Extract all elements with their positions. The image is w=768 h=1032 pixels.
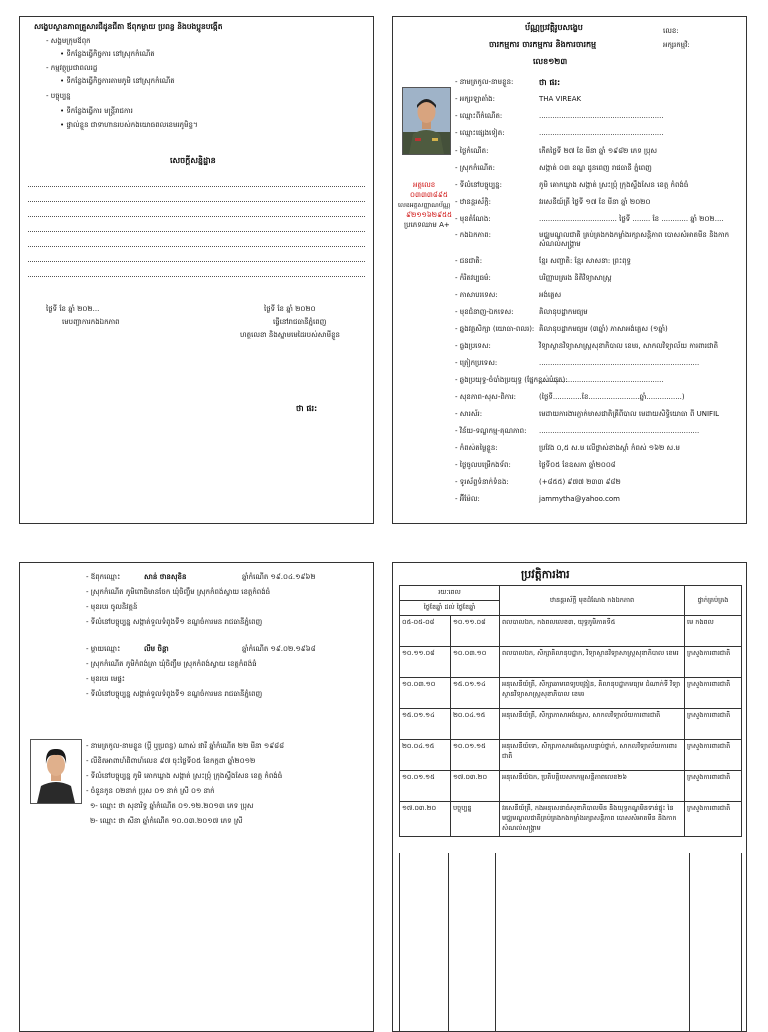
text-line: - សង្គមក្រុមឪពុក xyxy=(46,37,91,45)
date-right: ថ្ងៃទី ខែ ឆ្នាំ ២០២០ xyxy=(264,305,316,313)
text-line: • ទីកន្លែងធ្វើកិច្ចការ នៅស្រុកកំណើត xyxy=(60,50,155,58)
field-label: - សារស័រ: xyxy=(455,410,483,418)
spouse-row: - នាមត្រកូល-នាមខ្លួន (ប្តី ឬប្រពន្ធ) ណាស់ ផារី ឆ្នាំកំណើត ២២ មីនា ១៩៨៨ xyxy=(86,742,285,750)
history-position: អនុសេនីយ៍ទោ, សិក្សាភាសាអង់គ្លេសបន្ទាប់ថ្នាក់, សាកលវិទ្យាល័យការពារជាតិ xyxy=(500,740,685,771)
field-value: មជ្ឈមណ្ឌលជាតិ គ្រប់គ្រងកងកម្លាំងរក្សាសន្តិភាព បោសសំអាតមីន និងកាកសំណល់សង្គ្រាម xyxy=(539,231,730,248)
field-value: គិលានុបដ្ឋាកមធ្យម xyxy=(539,308,588,316)
header-position: ឋានន្តរស័ក្តិ មុខដំណែង កងឯកភាព xyxy=(500,586,685,616)
field-value: ខ្មែរ សញ្ជាតិ: ខ្មែរ សាសនា: ព្រះពុទ្ធ xyxy=(539,257,631,265)
blank-line xyxy=(28,186,365,187)
ref-registry: អក្សរកម្មវិ: xyxy=(663,41,690,49)
history-to: ២០.០៤.១៥ xyxy=(451,709,500,740)
table-rule xyxy=(448,853,449,1032)
field-value: ភូមិ គោកឃ្លាង សង្កាត់ ស្រះប្រុំ ក្រុងស្ទឹងសែន ខេត្ត កំពង់ធំ xyxy=(539,181,689,189)
field-value: ប្រវែង ០,៥ ស.ម លើថ្ងាស់ខាងស្តាំ កំពស់ ១៦២ ស.ម xyxy=(539,444,680,452)
blank-line xyxy=(28,276,365,277)
mother-row: - ស្រុកកំណើត ភូមិកំពង់ត្រា ឃុំចិញ្ចឹម ស្រុកកំពង់ស្វាយ ខេត្តកំពង់ធំ xyxy=(86,660,257,668)
field-label: - កងឯកភាព: xyxy=(455,231,491,239)
signature-right-line1: ធ្វើនៅរាជធានីភ្នំពេញ xyxy=(273,318,327,326)
mother-row: - មុខរបរ មេផ្ទះ xyxy=(86,675,125,683)
history-authority: ក្រសួងការពារជាតិ xyxy=(685,740,742,771)
field-label: - ឋានន្តរស័ក្តិ: xyxy=(455,198,491,206)
history-row xyxy=(400,709,742,740)
history-to: បច្ចុប្បន្ន xyxy=(451,802,500,837)
header-from-to: ថ្ងៃខែឆ្នាំ ដល់ ថ្ងៃខែឆ្នាំ xyxy=(400,601,500,616)
field-value: ................................... ថ្ងៃទី ........ ខែ ............ ឆ្នាំ ២០២.... xyxy=(539,215,724,223)
field-value: មេដាយការងារភ្ញាក់មាសជាតិគ្រីពីបាល មេដាយសិទ្ធិយោធា ពី UNIFIL xyxy=(539,410,720,418)
summary-page xyxy=(19,16,374,524)
field-value: ........................................................ xyxy=(539,376,664,384)
field-label: - ជនជាតិ: xyxy=(455,257,483,265)
work-history-page xyxy=(392,562,747,1032)
caption-blood-type: ប្រភេទឈាម A+ xyxy=(404,221,450,229)
history-from: ១០.០១.១៥ xyxy=(400,771,451,802)
field-label: - ឈ្មោះពីកំណើត: xyxy=(455,112,503,120)
field-value: ថ្ងៃទី០៥ ខែឧសភា ឆ្នាំ២០០៨ xyxy=(539,461,616,469)
text-line: • ទីកន្លែងធ្វើកិច្ចការតាមភូមិ នៅស្រុកកំណើត xyxy=(60,77,175,85)
blank-line xyxy=(28,216,365,217)
history-position: អនុសេនីយ៍ត្រី, សិក្សាភាសាអង់គ្លេស, សាកលវិទ្យាល័យការពារជាតិ xyxy=(500,709,685,740)
history-from: ១០.០៣.១០ xyxy=(400,678,451,709)
spouse-row: - ទីលំនៅបច្ចុប្បន្ន ភូមិ គោកឃ្លាង សង្កាត់ ស្រះប្រុំ ក្រុងស្ទឹងសែន ខេត្ត កំពង់ធំ xyxy=(86,772,283,780)
child-row: ១- ឈ្មោះ ថា សុខារិទ្ធ ឆ្នាំកំណើត ០១.១២.២០១៣ ភេទ ប្រុស xyxy=(90,802,254,810)
mother-row: - ទីលំនៅបច្ចុប្បន្ន សង្កាត់ទួលទំពូងទី១ ខណ្ឌចំការមន រាជធានីភ្នំពេញ xyxy=(86,690,263,698)
ref-number: លេខ: xyxy=(663,27,679,35)
history-row xyxy=(400,802,742,837)
text-line: - កម្មវត្ថុប្រជាពលរដ្ឋ xyxy=(46,64,98,72)
header-period: រយៈពេល xyxy=(400,586,500,601)
history-to: ១៧.០៣.២០ xyxy=(451,771,500,802)
father-row: - មុខរបរ ចូលនិវត្តន៍ xyxy=(86,603,138,611)
field-label: - មុខតំណែង: xyxy=(455,215,491,223)
header-authority: ផ្ទាក់គ្រប់គ្រង xyxy=(685,586,742,616)
field-value: គិលានុបដ្ឋាកមធ្យម (៣ឆ្នាំ) ភាសាអង់គ្លេស (១ឆ្នាំ) xyxy=(539,325,668,333)
history-position: ពលបាលឯក, សិក្សាគិលានុបដ្ឋាក, វិទ្យាស្ថានវិទ្យាសាស្ត្រសុខាភិបាល ខេមរ xyxy=(500,647,685,678)
history-from: ១៧.០៣.២០ xyxy=(400,802,451,837)
field-label: - មុខជំនាញ-ឯកទេស: xyxy=(455,308,514,316)
history-table xyxy=(399,585,742,837)
field-label: - អ៊ីម៉ែល: xyxy=(455,495,480,503)
caption-id-label: អត្តលេខ xyxy=(413,181,436,189)
field-label: - ឆ្នងវគ្គសិក្សា (យោធា-ពលរ): xyxy=(455,325,535,333)
table-rule xyxy=(495,853,496,1032)
table-rule xyxy=(689,853,690,1032)
field-label: - ឈ្មោះផ្សេងទៀត: xyxy=(455,129,505,137)
field-value: សង្កាត់ ០៣ ខណ្ឌ ដូនពេញ រាជធានី ភ្នំពេញ xyxy=(539,164,652,172)
signature-right-line2: ហត្ថលេខា និងស្នាមមេដៃរបស់សាមីខ្លួន xyxy=(240,331,340,339)
mother-name: លីម ចិន្តា xyxy=(144,645,169,653)
blank-line xyxy=(28,261,365,262)
history-row xyxy=(400,678,742,709)
history-to: ១០.១១.០៨ xyxy=(451,616,500,647)
history-title: ប្រវត្តិការងារ xyxy=(521,568,570,581)
field-label: - វិន័យ-ទណ្ឌកម្ម-គុណភាព: xyxy=(455,427,527,435)
field-label: - អក្សរឡាតាំង: xyxy=(455,95,495,103)
profile-page xyxy=(392,16,747,524)
blank-line xyxy=(28,201,365,202)
field-label: - សុខភាព-សុស-ពិការ: xyxy=(455,393,517,401)
page-title: សង្ខេបស្ថានភាពគ្រួសារជីដូនជីតា ឪពុកម្តាយ ប្រពន្ធ និងបងប្អូនបង្កើត xyxy=(34,22,223,31)
field-value: jammytha@yahoo.com xyxy=(539,495,620,503)
field-value: ........................................................ xyxy=(539,112,664,120)
history-position: អនុសេនីយ៍ត្រី, សិក្សាឆាមពេទ្យបង្រៀន, គិលានុបដ្ឋាកមធ្យម ដំណាក់ទី វិទ្យាស្ថានវិទ្យាសាស្ត្រសុខាភិបាល ខេមរ xyxy=(500,678,685,709)
history-authority: ក្រសួងការពារជាតិ xyxy=(685,771,742,802)
history-row xyxy=(400,616,742,647)
field-value: (ថ្ងៃទី.............ខែ.......................ឆ្នាំ................) xyxy=(539,393,685,401)
field-label: - នាមត្រកូល-នាមខ្លួន: xyxy=(455,78,514,86)
father-name: សាន់ ថានសុខិន xyxy=(144,573,187,581)
text-line: • ទីកន្លែងធ្វើការ មន្ត្រីរាជការ xyxy=(60,107,133,115)
history-row xyxy=(400,771,742,802)
history-position: វរសេនីយ៍ត្រី, កងអនុសេនាធំសុខាភិបាលមីន និងយុទ្ធភណ្ឌមិនទាន់ផ្ទុះ នៃមជ្ឈមណ្ឌលជាតិគ្រប់គ្រងកងកម្លាំងរក្សាសន្តិភាព បោសសំអាតមីន និងកាកសំណល់សង្គ្រាម xyxy=(500,802,685,837)
text-line: - បច្ចុប្បន្ន xyxy=(46,92,71,100)
history-position: អនុសេនីយ៍ឯក, ប្រតិបត្តិបេសកកម្មសន្តិភាពលេខ២៦ xyxy=(500,771,685,802)
history-from: ១៥.០១.១៤ xyxy=(400,709,451,740)
history-position: ពលបាលឯក, កងពលលេខ៣, យុទ្ធភូមិភាគទី៥ xyxy=(500,616,685,647)
field-label: - ត្រៀកប្រទេស: xyxy=(455,359,498,367)
history-to: ១៥.០១.១៤ xyxy=(451,678,500,709)
field-label: - ថ្ងៃកំណើត: xyxy=(455,147,489,155)
caption-id-number: ០៣៣៣៨៩៥ xyxy=(410,191,448,199)
blank-line xyxy=(28,231,365,232)
history-row xyxy=(400,647,742,678)
spouse-photo xyxy=(30,739,82,804)
field-label: - ស្រុកកំណើត: xyxy=(455,164,495,172)
field-value: វិទ្យាស្ថានវិទ្យាសាស្ត្រសុខាភិបាល ខេមរ, សាកលវិទ្យាល័យ ការពារជាតិ xyxy=(539,342,719,350)
child-row: ២- ឈ្មោះ ថា សីនា ឆ្នាំកំណើត ១០.០៣.២០១៧ ភេទ ស្រី xyxy=(90,817,243,825)
family-page xyxy=(19,562,374,1032)
text-line: • ផ្ទាល់ខ្លួន ជាទាហានរបស់កងយោធពលខេមរភូមិន្ទ។ xyxy=(60,121,198,129)
history-to: ១០.០៣.១០ xyxy=(451,647,500,678)
history-row xyxy=(400,740,742,771)
form-subtitle: ចារកម្មការ ចារកម្មការ និងការចារកម្ម xyxy=(489,40,597,49)
spouse-row: - ចំនួនកូន ០២នាក់ ប្រុស ០១ នាក់ ស្រី ០១ នាក់ xyxy=(86,787,215,795)
history-from: ០៥-០៥-០៨ xyxy=(400,616,451,647)
mother-label: - ម្តាយឈ្មោះ xyxy=(86,645,121,653)
field-value: ........................................................................ xyxy=(539,427,700,435)
father-dob: ឆ្នាំកំណើត ១៩.០៤.១៩៦២ xyxy=(242,573,316,581)
field-value: ........................................................ xyxy=(539,129,664,137)
history-authority: ក្រសួងការពារជាតិ xyxy=(685,647,742,678)
field-label: - កំរិតវប្បធម៌: xyxy=(455,274,491,282)
field-value: វរសេនីយ៍ត្រី ថ្ងៃទី ១៧ ខែ មីនា ឆ្នាំ ២០២០ xyxy=(539,198,651,206)
form-number: លេខ១២៣ xyxy=(533,57,568,66)
signature-left-title: មេបញ្ជាការកងឯកភាព xyxy=(62,318,120,326)
field-label: - ទូរស័ព្ទទំនាក់ទំនង: xyxy=(455,478,509,486)
caption-idcard-number: ៩២១១៦២៩៥៥ xyxy=(406,211,452,219)
table-rule xyxy=(399,853,400,1032)
history-authority: ក្រសួងការពារជាតិ xyxy=(685,709,742,740)
signer-name: ថា ផរ: xyxy=(296,404,318,413)
history-authority: ក្រសួងការពារជាតិ xyxy=(685,802,742,837)
father-row: - ទីលំនៅបច្ចុប្បន្ន សង្កាត់ទួលទំពូងទី១ ខណ្ឌចំការមន រាជធានីភ្នំពេញ xyxy=(86,618,263,626)
history-to: ១០.០១.១៥ xyxy=(451,740,500,771)
field-value: ........................................................................ xyxy=(539,359,700,367)
father-row: - ស្រុកកំណើត ភូមិពោធិមានចែក ឃុំចិញ្ចឹម ស្រុកកំពង់ស្វាយ ខេត្តកំពង់ធំ xyxy=(86,588,271,596)
field-value: THA VIREAK xyxy=(539,95,582,103)
father-label: - ឪពុកឈ្មោះ xyxy=(86,573,121,581)
field-label: - ភាសាបរទេស: xyxy=(455,291,498,299)
field-value: អង់គ្លេស xyxy=(539,291,562,299)
mother-dob: ឆ្នាំកំណើត ១៩.០២.១៩៦៨ xyxy=(242,645,316,653)
field-label: - កំពស់តម្លៃខ្លួន: xyxy=(455,444,498,452)
table-rule xyxy=(741,853,742,1032)
spouse-row: - លីខិតអាពាហ៍ពិពាហ៍លេខ ៩៧ ចុះថ្ងៃទី០៥ ខែកក្កដា ឆ្នាំ២០១២ xyxy=(86,757,256,765)
field-label: - ធ្លងប្រទេស: xyxy=(455,342,491,350)
history-authority: ក្រសួងការពារជាតិ xyxy=(685,678,742,709)
history-authority: មេ កងពល xyxy=(685,616,742,647)
history-from: ២០.០៤.១៥ xyxy=(400,740,451,771)
date-left: ថ្ងៃទី ខែ ឆ្នាំ ២០២... xyxy=(46,305,100,313)
section-title: សេចក្តីសន្និដ្ឋាន xyxy=(170,156,216,165)
blank-line xyxy=(28,246,365,247)
history-from: ១០.១១.០៨ xyxy=(400,647,451,678)
field-value: ថា ផរ: xyxy=(539,78,561,87)
portrait-photo xyxy=(402,87,451,155)
field-label: - ឆ្លងប្រយុទ្ធ-ចំបាំងប្រយុទ្ធ (ផ្នែកខ្ពស់បំផុត): xyxy=(455,376,568,384)
caption-idcard-label: លេខអត្តសញ្ញាណប័ណ្ណ xyxy=(398,202,451,209)
form-title: ប័ណ្ណប្រវត្តិរូបសង្ខេប xyxy=(525,23,583,32)
field-value: កើតថ្ងៃទី ២៧ ខែ មីនា ឆ្នាំ ១៩៨២ ភេទ ប្រុស xyxy=(539,147,658,155)
field-value: (+៨៥៥) ៩៧៧ ២៣៣ ៩៨២ xyxy=(539,478,621,486)
field-label: - ទីលំនៅបច្ចុប្បន្ន: xyxy=(455,181,502,189)
field-label: - ថ្ងៃចូលបម្រើកងទ័ព: xyxy=(455,461,511,469)
field-value: បរិញ្ញាបត្រ​រង និតិវិទ្យាសាស្ត្រ xyxy=(539,274,612,282)
